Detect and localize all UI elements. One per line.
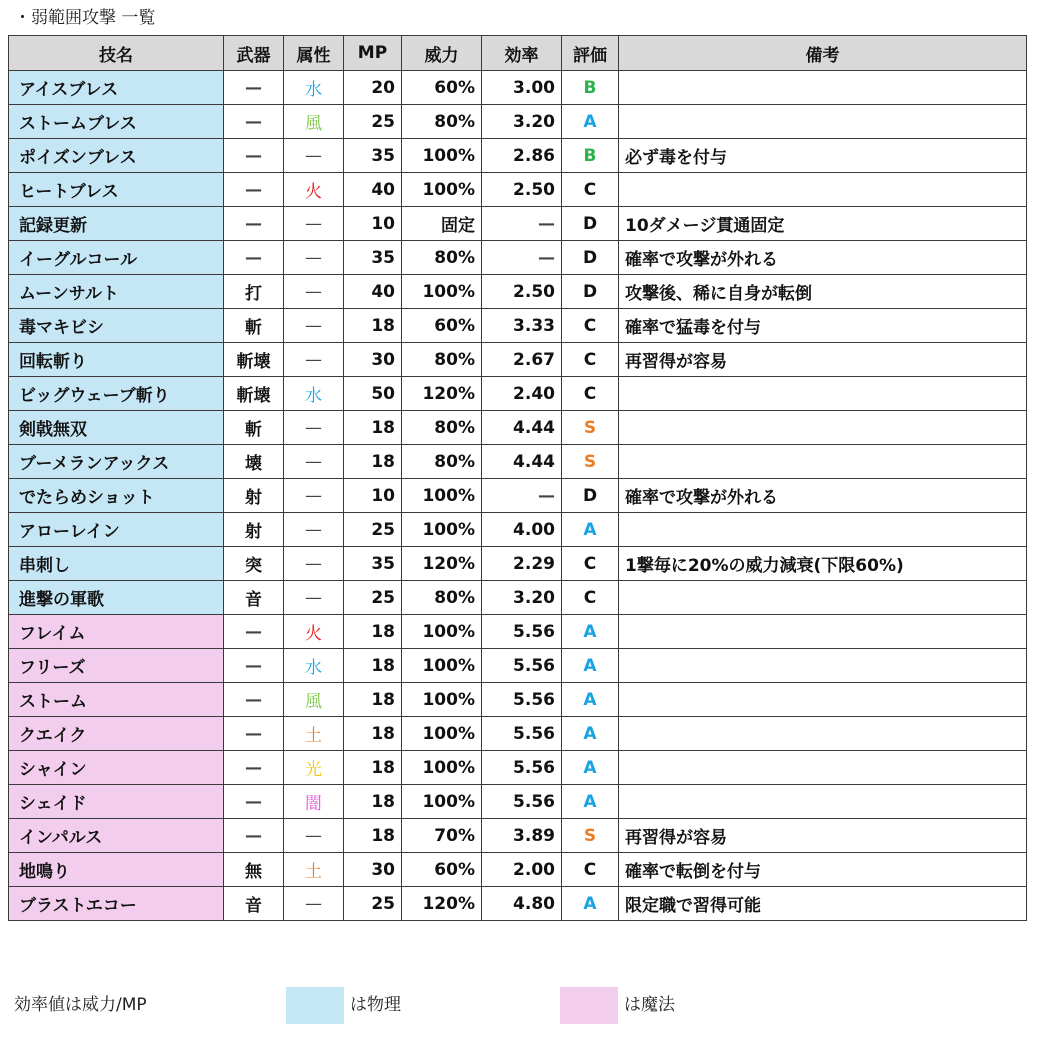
cell-name: でたらめショット (9, 479, 224, 513)
cell-efficiency: 5.56 (482, 615, 562, 649)
skills-table (8, 35, 1027, 921)
cell-grade: C (562, 309, 619, 343)
cell-attr: — (284, 547, 344, 581)
cell-weapon: — (224, 819, 284, 853)
cell-efficiency: 2.86 (482, 139, 562, 173)
cell-attr: — (284, 343, 344, 377)
table-row (9, 241, 1027, 275)
header-efficiency: 効率 (482, 36, 562, 71)
cell-power: 100% (402, 717, 482, 751)
cell-name: クエイク (9, 717, 224, 751)
header-weapon: 武器 (224, 36, 284, 71)
table-row (9, 649, 1027, 683)
cell-note (619, 513, 1027, 547)
cell-power: 80% (402, 105, 482, 139)
cell-mp: 18 (344, 309, 402, 343)
cell-grade: C (562, 547, 619, 581)
cell-note (619, 785, 1027, 819)
cell-attr: 水 (284, 649, 344, 683)
cell-mp: 18 (344, 615, 402, 649)
cell-grade: C (562, 377, 619, 411)
cell-efficiency: 3.33 (482, 309, 562, 343)
cell-weapon: 射 (224, 513, 284, 547)
cell-grade: S (562, 445, 619, 479)
efficiency-footnote: 効率値は威力/MP (14, 995, 147, 1015)
cell-weapon: — (224, 785, 284, 819)
cell-weapon: — (224, 139, 284, 173)
cell-grade: A (562, 683, 619, 717)
cell-note (619, 377, 1027, 411)
cell-mp: 25 (344, 887, 402, 921)
cell-name: 串刺し (9, 547, 224, 581)
cell-efficiency: 4.44 (482, 445, 562, 479)
cell-power: 70% (402, 819, 482, 853)
cell-grade: A (562, 615, 619, 649)
legend-physical-swatch (286, 987, 344, 1024)
cell-power: 80% (402, 241, 482, 275)
table-row (9, 751, 1027, 785)
cell-power: 100% (402, 173, 482, 207)
cell-attr: 土 (284, 717, 344, 751)
cell-mp: 10 (344, 207, 402, 241)
cell-name: インパルス (9, 819, 224, 853)
cell-note: 限定職で習得可能 (619, 887, 1027, 921)
cell-name: 記録更新 (9, 207, 224, 241)
cell-efficiency: 2.29 (482, 547, 562, 581)
cell-power: 60% (402, 853, 482, 887)
table-row (9, 207, 1027, 241)
cell-attr: — (284, 819, 344, 853)
cell-mp: 25 (344, 513, 402, 547)
cell-name: ムーンサルト (9, 275, 224, 309)
cell-note: 確率で転倒を付与 (619, 853, 1027, 887)
cell-attr: 光 (284, 751, 344, 785)
header-name: 技名 (9, 36, 224, 71)
cell-grade: S (562, 411, 619, 445)
cell-grade: B (562, 71, 619, 105)
cell-weapon: 無 (224, 853, 284, 887)
cell-note: 必ず毒を付与 (619, 139, 1027, 173)
cell-power: 80% (402, 343, 482, 377)
cell-mp: 18 (344, 445, 402, 479)
cell-attr: 水 (284, 71, 344, 105)
cell-efficiency: — (482, 479, 562, 513)
cell-efficiency: 3.20 (482, 105, 562, 139)
cell-name: シェイド (9, 785, 224, 819)
cell-efficiency: 3.89 (482, 819, 562, 853)
cell-note: 再習得が容易 (619, 819, 1027, 853)
cell-name: ブーメランアックス (9, 445, 224, 479)
cell-note: 再習得が容易 (619, 343, 1027, 377)
cell-attr: 水 (284, 377, 344, 411)
cell-power: 100% (402, 479, 482, 513)
cell-note: 10ダメージ貫通固定 (619, 207, 1027, 241)
cell-mp: 25 (344, 581, 402, 615)
cell-attr: 風 (284, 683, 344, 717)
cell-efficiency: 3.20 (482, 581, 562, 615)
cell-name: 回転斬り (9, 343, 224, 377)
cell-weapon: 打 (224, 275, 284, 309)
cell-efficiency: 2.40 (482, 377, 562, 411)
table-row (9, 683, 1027, 717)
cell-weapon: — (224, 241, 284, 275)
cell-weapon: 斬 (224, 411, 284, 445)
cell-note: 確率で攻撃が外れる (619, 479, 1027, 513)
cell-name: 進撃の軍歌 (9, 581, 224, 615)
cell-note (619, 751, 1027, 785)
cell-note (619, 411, 1027, 445)
header-attr: 属性 (284, 36, 344, 71)
cell-note (619, 581, 1027, 615)
cell-note (619, 173, 1027, 207)
cell-weapon: — (224, 615, 284, 649)
cell-attr: — (284, 275, 344, 309)
cell-note (619, 683, 1027, 717)
cell-efficiency: — (482, 241, 562, 275)
cell-attr: — (284, 479, 344, 513)
table-row (9, 445, 1027, 479)
header-power: 威力 (402, 36, 482, 71)
table-row (9, 275, 1027, 309)
cell-attr: 風 (284, 105, 344, 139)
cell-power: 100% (402, 275, 482, 309)
cell-attr: — (284, 887, 344, 921)
cell-attr: — (284, 411, 344, 445)
cell-note: 確率で猛毒を付与 (619, 309, 1027, 343)
legend-magic-label: は魔法 (624, 995, 675, 1015)
cell-efficiency: 2.00 (482, 853, 562, 887)
cell-name: 剣戟無双 (9, 411, 224, 445)
cell-power: 60% (402, 71, 482, 105)
cell-note (619, 649, 1027, 683)
cell-attr: — (284, 309, 344, 343)
cell-grade: C (562, 853, 619, 887)
legend-physical-label: は物理 (350, 995, 401, 1015)
table-row (9, 785, 1027, 819)
cell-power: 60% (402, 309, 482, 343)
cell-attr: — (284, 445, 344, 479)
cell-power: 100% (402, 751, 482, 785)
cell-attr: — (284, 139, 344, 173)
table-row (9, 105, 1027, 139)
cell-mp: 35 (344, 547, 402, 581)
cell-grade: A (562, 513, 619, 547)
cell-attr: — (284, 207, 344, 241)
cell-name: 毒マキビシ (9, 309, 224, 343)
table-row (9, 819, 1027, 853)
cell-mp: 30 (344, 343, 402, 377)
table-row (9, 139, 1027, 173)
cell-mp: 18 (344, 649, 402, 683)
cell-efficiency: 3.00 (482, 71, 562, 105)
cell-grade: D (562, 241, 619, 275)
cell-power: 80% (402, 581, 482, 615)
cell-grade: A (562, 751, 619, 785)
cell-note (619, 105, 1027, 139)
cell-weapon: 突 (224, 547, 284, 581)
cell-weapon: 音 (224, 581, 284, 615)
table-row (9, 343, 1027, 377)
cell-name: ブラストエコー (9, 887, 224, 921)
cell-power: 120% (402, 547, 482, 581)
cell-weapon: — (224, 71, 284, 105)
cell-weapon: — (224, 717, 284, 751)
cell-weapon: — (224, 683, 284, 717)
cell-grade: B (562, 139, 619, 173)
cell-note (619, 445, 1027, 479)
table-row (9, 887, 1027, 921)
cell-grade: C (562, 581, 619, 615)
cell-power: 100% (402, 785, 482, 819)
cell-attr: 土 (284, 853, 344, 887)
cell-mp: 40 (344, 275, 402, 309)
cell-power: 固定 (402, 207, 482, 241)
cell-grade: A (562, 717, 619, 751)
cell-weapon: 斬壊 (224, 377, 284, 411)
table-row (9, 377, 1027, 411)
cell-name: ビッグウェーブ斬り (9, 377, 224, 411)
cell-grade: D (562, 275, 619, 309)
cell-note: 1撃毎に20%の威力減衰(下限60%) (619, 547, 1027, 581)
cell-name: イーグルコール (9, 241, 224, 275)
cell-efficiency: 5.56 (482, 751, 562, 785)
table-row (9, 513, 1027, 547)
cell-power: 80% (402, 411, 482, 445)
cell-name: ポイズンブレス (9, 139, 224, 173)
cell-weapon: 壊 (224, 445, 284, 479)
cell-name: フリーズ (9, 649, 224, 683)
table-row (9, 71, 1027, 105)
table-row (9, 411, 1027, 445)
cell-mp: 35 (344, 241, 402, 275)
cell-name: 地鳴り (9, 853, 224, 887)
cell-efficiency: — (482, 207, 562, 241)
cell-efficiency: 5.56 (482, 649, 562, 683)
cell-power: 100% (402, 683, 482, 717)
cell-efficiency: 2.50 (482, 173, 562, 207)
document-title: ・弱範囲攻撃 一覧 (14, 8, 156, 28)
cell-weapon: — (224, 649, 284, 683)
cell-attr: — (284, 513, 344, 547)
cell-mp: 18 (344, 411, 402, 445)
cell-note (619, 717, 1027, 751)
cell-weapon: 斬 (224, 309, 284, 343)
cell-attr: 火 (284, 173, 344, 207)
cell-efficiency: 4.80 (482, 887, 562, 921)
cell-mp: 10 (344, 479, 402, 513)
cell-power: 120% (402, 887, 482, 921)
cell-name: アイスブレス (9, 71, 224, 105)
legend-magic-swatch (560, 987, 618, 1024)
header-note: 備考 (619, 36, 1027, 71)
cell-mp: 25 (344, 105, 402, 139)
cell-efficiency: 5.56 (482, 785, 562, 819)
table-row (9, 173, 1027, 207)
table-row (9, 853, 1027, 887)
header-grade: 評価 (562, 36, 619, 71)
cell-power: 120% (402, 377, 482, 411)
table-row (9, 615, 1027, 649)
cell-efficiency: 2.50 (482, 275, 562, 309)
cell-efficiency: 5.56 (482, 717, 562, 751)
cell-power: 80% (402, 445, 482, 479)
table-row (9, 479, 1027, 513)
cell-weapon: — (224, 105, 284, 139)
cell-mp: 40 (344, 173, 402, 207)
cell-mp: 18 (344, 717, 402, 751)
cell-name: ヒートブレス (9, 173, 224, 207)
cell-weapon: 斬壊 (224, 343, 284, 377)
cell-note (619, 615, 1027, 649)
cell-grade: A (562, 649, 619, 683)
cell-efficiency: 2.67 (482, 343, 562, 377)
cell-weapon: — (224, 207, 284, 241)
cell-mp: 18 (344, 819, 402, 853)
cell-name: アローレイン (9, 513, 224, 547)
cell-weapon: — (224, 173, 284, 207)
table-row (9, 309, 1027, 343)
cell-grade: C (562, 173, 619, 207)
cell-note (619, 71, 1027, 105)
cell-efficiency: 4.00 (482, 513, 562, 547)
cell-power: 100% (402, 513, 482, 547)
cell-power: 100% (402, 139, 482, 173)
table-body (9, 71, 1027, 921)
cell-grade: S (562, 819, 619, 853)
cell-attr: 火 (284, 615, 344, 649)
cell-grade: C (562, 343, 619, 377)
table-row (9, 547, 1027, 581)
cell-mp: 50 (344, 377, 402, 411)
header-mp: MP (344, 36, 402, 71)
cell-name: ストーム (9, 683, 224, 717)
cell-weapon: 音 (224, 887, 284, 921)
cell-attr: — (284, 241, 344, 275)
cell-mp: 18 (344, 683, 402, 717)
cell-grade: A (562, 105, 619, 139)
cell-mp: 30 (344, 853, 402, 887)
cell-note: 確率で攻撃が外れる (619, 241, 1027, 275)
cell-attr: 闇 (284, 785, 344, 819)
cell-mp: 18 (344, 785, 402, 819)
cell-power: 100% (402, 615, 482, 649)
cell-grade: A (562, 887, 619, 921)
cell-weapon: — (224, 751, 284, 785)
cell-mp: 35 (344, 139, 402, 173)
cell-mp: 18 (344, 751, 402, 785)
cell-efficiency: 4.44 (482, 411, 562, 445)
cell-grade: D (562, 479, 619, 513)
table-row (9, 717, 1027, 751)
cell-efficiency: 5.56 (482, 683, 562, 717)
cell-name: フレイム (9, 615, 224, 649)
table-header (9, 36, 1027, 71)
cell-note: 攻撃後、稀に自身が転倒 (619, 275, 1027, 309)
cell-weapon: 射 (224, 479, 284, 513)
cell-name: ストームブレス (9, 105, 224, 139)
cell-name: シャイン (9, 751, 224, 785)
table-row (9, 581, 1027, 615)
cell-mp: 20 (344, 71, 402, 105)
cell-grade: D (562, 207, 619, 241)
header-row (9, 36, 1027, 71)
cell-power: 100% (402, 649, 482, 683)
cell-grade: A (562, 785, 619, 819)
cell-attr: — (284, 581, 344, 615)
